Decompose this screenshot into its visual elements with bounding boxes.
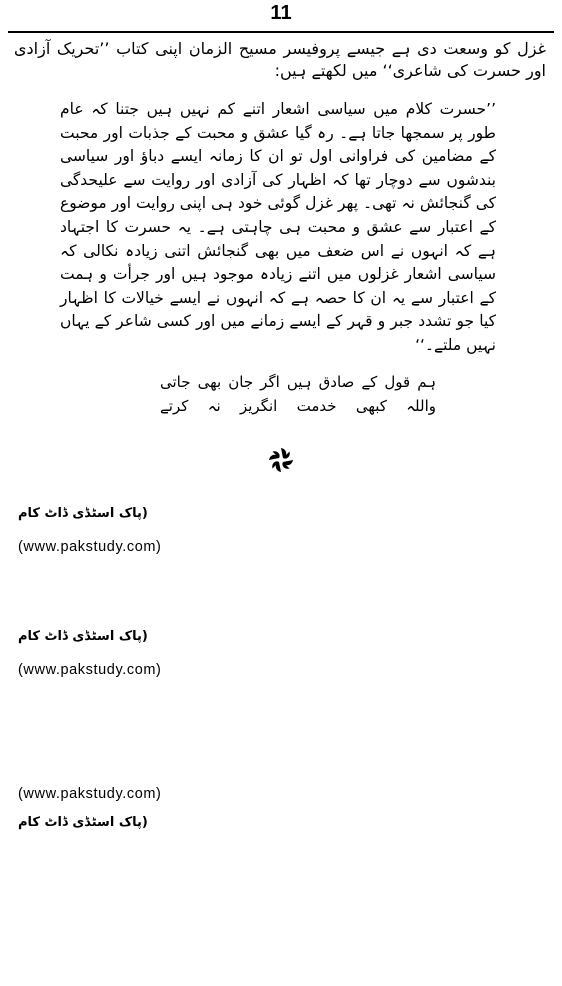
pinwheel-ornament-icon	[268, 447, 294, 473]
watermark-url-1: (www.pakstudy.com)	[18, 539, 162, 555]
quoted-passage: ’’حسرت کلام میں سیاسی اشعار اتنے کم نہیں ہیں جتنا کہ عام طور پر سمجھا جاتا ہے۔ رہ گیا عشق و محبت کے جذبات اور محبت کے مضامین کی فراوانی اول تو ان کا زمانہ ایسے دباؤ اور سیاسی بندشوں سے دوچار تھا کہ اظہار کی آزادی اور روایت سے علیحدگی کی گنجائش نہ تھی۔ پھر غزل گوئی خود ہی اپنی روایت اور موضوع کے اعتبار سے عشق و محبت ہی چاہتی ہے۔ یہ حسرت کا اجتہاد ہے کہ انہوں نے اس ضعف میں بھی گنجائش اتنی زیادہ نکالی کہ سیاسی اشعار غزلوں میں اتنے زیادہ موجود ہیں اور جرأت و ہمت کے اعتبار سے یہ ان کا حصہ ہے کہ انہوں نے ایسے خیالات کا اظہار کیا جو تشدد جبر و قہر کے ایسے زمانے میں اور کسی شاعر کے یہاں نہیں ملتے۔‘‘	[60, 100, 496, 354]
couplet-line-2: واللہ کبھی خدمت انگریز نہ کرتے	[160, 397, 436, 415]
couplet-line-1: ہم قول کے صادق ہیں اگر جان بھی جاتی	[160, 373, 436, 391]
intro-paragraph: غزل کو وسعت دی ہے جیسے پروفیسر مسیح الزمان اپنی کتاب ’’تحریک آزادی اور حسرت کی شاعری‘‘ میں لکھتے ہیں:	[14, 39, 546, 80]
page-number: 11	[270, 2, 292, 24]
watermark-urdu-1: (پاک اسٹڈی ڈاٹ کام	[18, 506, 148, 521]
watermark-url-2: (www.pakstudy.com)	[18, 662, 162, 678]
watermark-urdu-3: (پاک اسٹڈی ڈاٹ کام	[18, 815, 148, 830]
watermark-url-3: (www.pakstudy.com)	[18, 786, 162, 802]
watermark-urdu-2: (پاک اسٹڈی ڈاٹ کام	[18, 629, 148, 644]
header-rule	[8, 31, 554, 33]
